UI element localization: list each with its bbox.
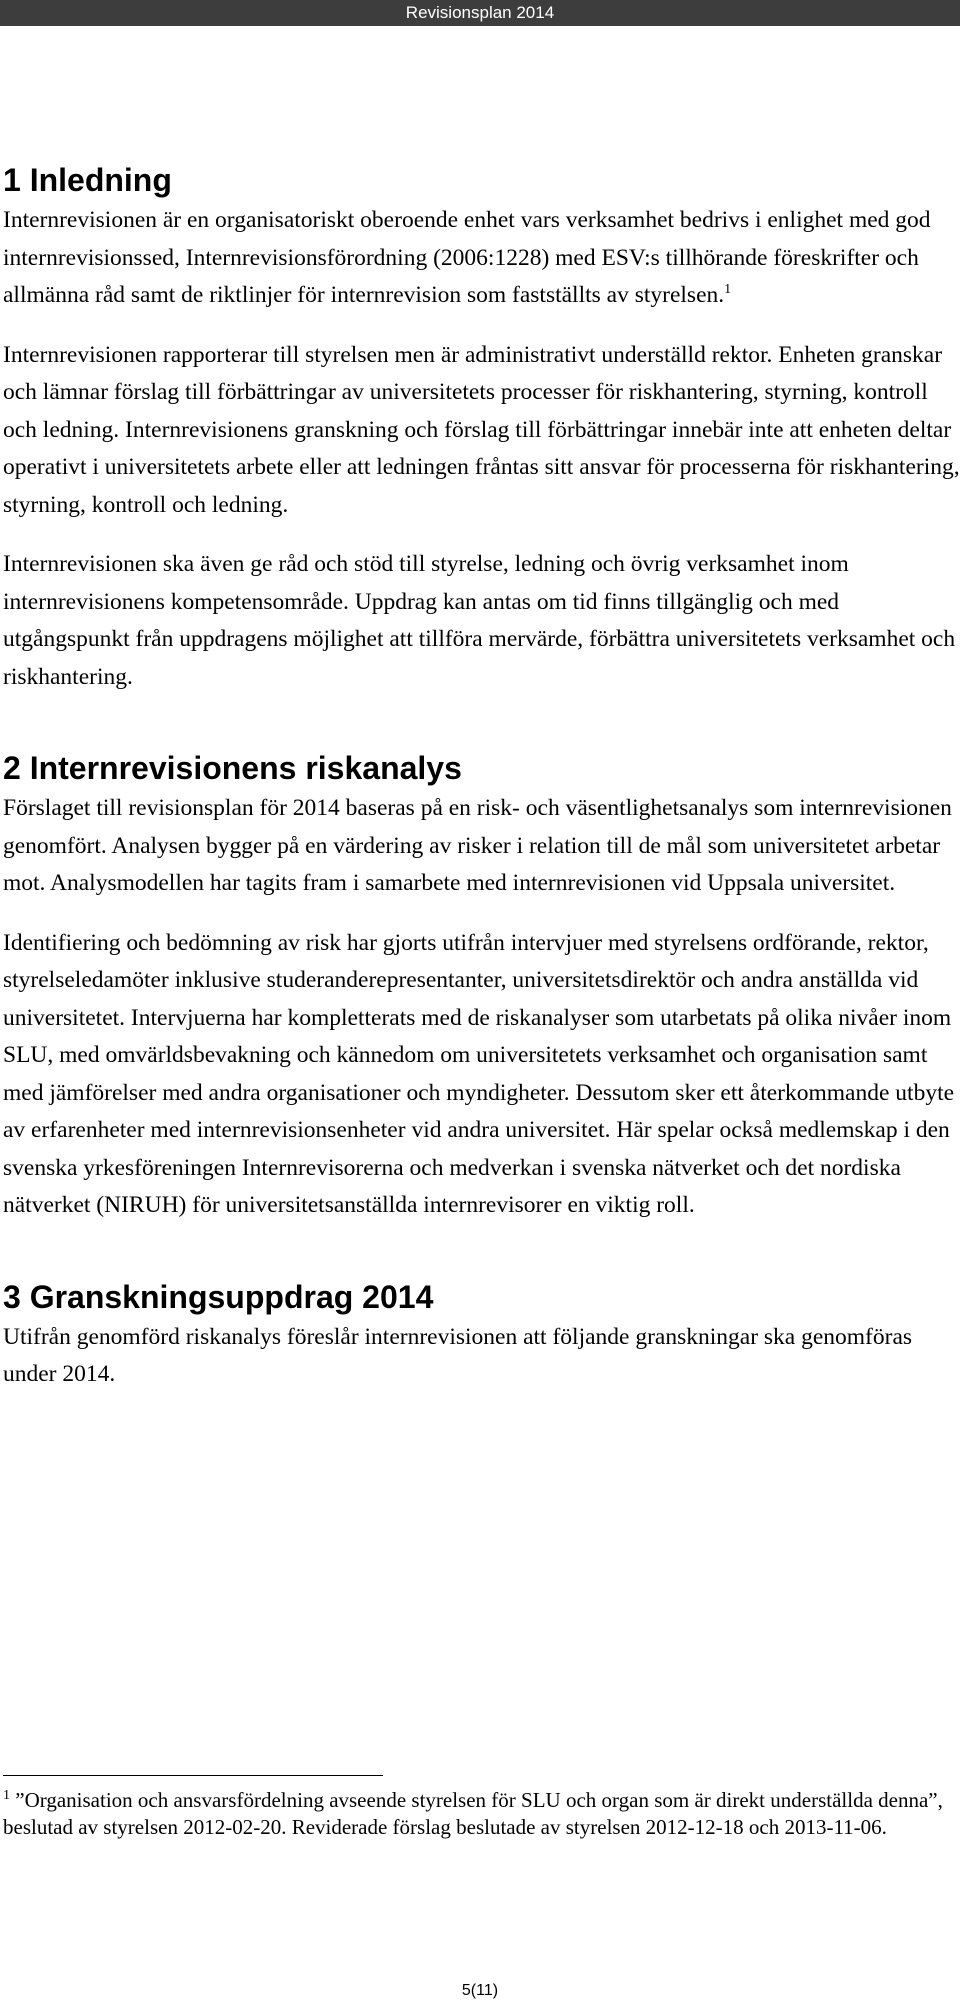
section-1-paragraph-1: Internrevisionen är en organisatoriskt oberoende enhet vars verksamhet bedrivs i enlighet med god internrevisionssed, Internrevisionsförordning (2006:1228) med ESV:s tillhörande föreskrifter och allmänna råd samt de riktlinjer för internrevision som fastställts av styrelsen.$^1$ [3,207,931,308]
page-content [0,160,960,1416]
section-2-heading: 2 Internrevisionens riskanalys [3,750,462,786]
footnote [3,1787,958,1841]
footnote-divider [3,1775,383,1776]
section-1-heading: 1 Inledning [3,162,172,198]
section-3-paragraph-1: Utifrån genomförd riskanalys föreslår internrevisionen att följande granskningar ska genomföras under 2014. [3,1323,913,1387]
document-title: Revisionsplan 2014 [405,3,555,22]
section-2-paragraph-1: Förslaget till revisionsplan för 2014 baseras på en risk- och väsentlighetsanalys som internrevisionen genomfört. Analysen bygger på en värdering av risker i relation till de mål som universitetet arbetar mot. Analysmodellen har tagits fram i samarbete med internrevisionen vid Uppsala universitet. [3,795,952,896]
section-3-heading: 3 Granskningsuppdrag 2014 [3,1278,434,1315]
section-1-paragraph-3: Internrevisionen ska även ge råd och stöd till styrelse, ledning och övrig verksamhet inom internrevisionens kompetensområde. Uppdrag kan antas om tid finns tillgänglig och med utgångspunkt från uppdragens möjlighet att tillföra mervärde, förbättra universitetets verksamhet och riskhantering. [3,551,956,690]
header-bar [0,0,960,26]
footnote-reference[interactable]: 1 [724,282,732,298]
page-number: 5(11) [461,1982,499,1999]
section-2-paragraph-2: Identifiering och bedömning av risk har gjorts utifrån intervjuer med styrelsens ordförande, rektor, styrelseledamöter inklusive studeranderepresentanter, universitetsdirektör och andra anställda vid universitetet. Intervjuerna har kompletterats med de riskanalyser som utarbetats på olika nivåer inom SLU, med omvärldsbevakning och kännedom om universitetets verksamhet och organisation samt med jämförelser med andra organisationer och myndigheter. Dessutom sker ett återkommande utbyte av erfarenheter med internrevisionsenheter vid andra universitet. Här spelar också medlemskap i den svenska yrkesföreningen Internrevisorerna och medverkan i svenska nätverket och det nordiska nätverket (NIRUH) för universitetsanställda internrevisorer en viktig roll. [3,929,955,1218]
footnote-number: 1 [3,1788,10,1803]
section-1-paragraph-2: Internrevisionen rapporterar till styrelsen men är administrativt underställd rektor. Enheten granskar och lämnar förslag till förbättringar av universitetets processer för riskhantering, styrning, kontroll och ledning. Internrevisionens granskning och förslag till förbättringar innebär inte att enheten deltar operativt i universitetets arbete eller att ledningen fråntas sitt ansvar för processerna för riskhantering, styrning, kontroll och ledning. [3,341,960,518]
footnote-text: ”Organisation och ansvarsfördelning avseende styrelsen för SLU och organ som är direkt underställda denna”, beslutad av styrelsen 2012-02-20. Reviderade förslag beslutade av styrelsen 2012-12-18 och 2013-11-06. [3,1788,943,1839]
